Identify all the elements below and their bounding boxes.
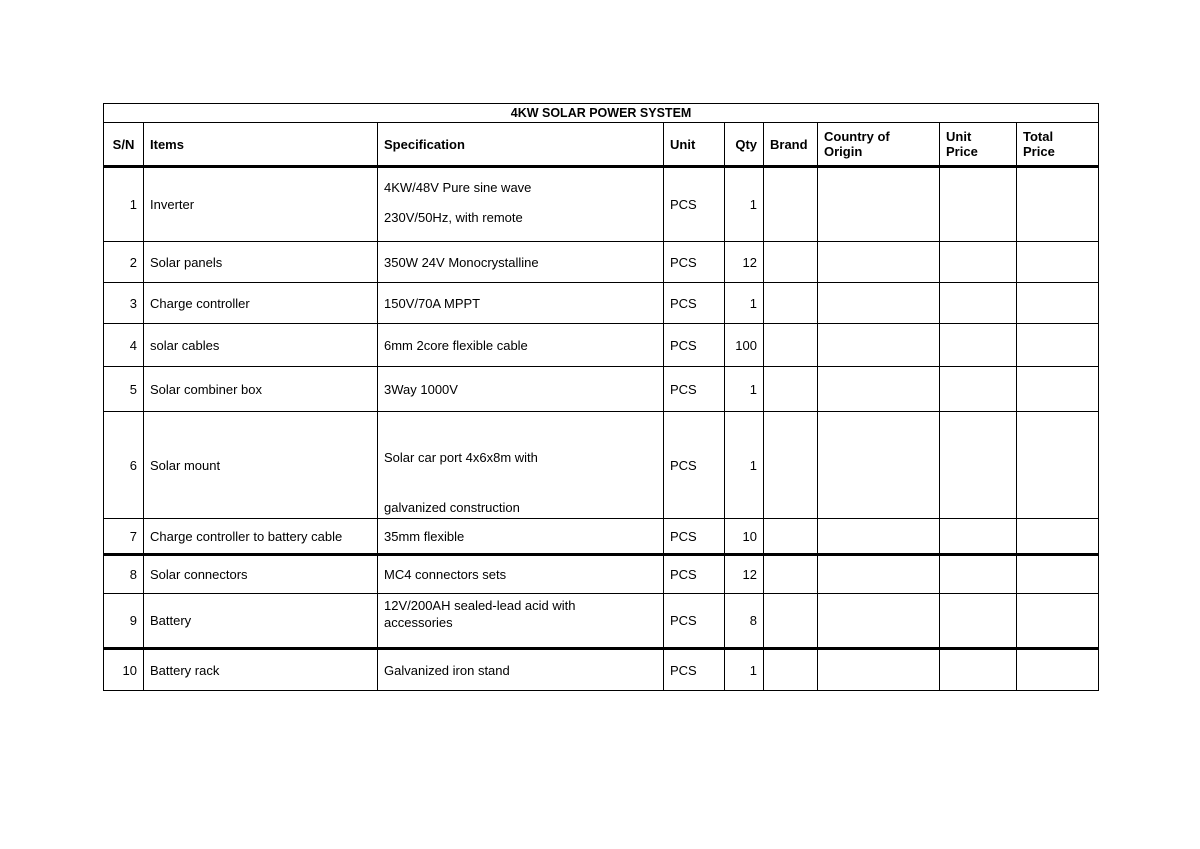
header-unit: Unit <box>664 123 725 167</box>
cell-sn: 6 <box>104 412 144 519</box>
cell-brand <box>764 242 818 283</box>
cell-unit-price <box>940 367 1017 412</box>
cell-unit: PCS <box>664 242 725 283</box>
cell-brand <box>764 283 818 324</box>
cell-qty: 12 <box>725 555 764 594</box>
cell-sn: 1 <box>104 167 144 242</box>
spec-line: 12V/200AH sealed-lead acid with <box>384 598 576 613</box>
cell-sn: 10 <box>104 649 144 691</box>
cell-total-price <box>1017 555 1099 594</box>
cell-item: Charge controller to battery cable <box>144 519 378 555</box>
header-qty: Qty <box>725 123 764 167</box>
header-unit-price <box>940 123 1017 167</box>
cell-unit-price <box>940 594 1017 649</box>
header-row <box>104 123 1099 167</box>
table-row <box>104 242 1099 283</box>
cell-unit-price <box>940 324 1017 367</box>
cell-item: Solar mount <box>144 412 378 519</box>
cell-unit: PCS <box>664 412 725 519</box>
spec-line: 230V/50Hz, with remote <box>384 210 523 226</box>
cell-item: solar cables <box>144 324 378 367</box>
cell-specification <box>378 594 664 649</box>
cell-specification: MC4 connectors sets <box>378 555 664 594</box>
cell-item: Solar connectors <box>144 555 378 594</box>
cell-qty: 100 <box>725 324 764 367</box>
table-title: 4KW SOLAR POWER SYSTEM <box>104 104 1099 123</box>
cell-unit-price <box>940 555 1017 594</box>
cell-country <box>818 283 940 324</box>
cell-specification <box>378 167 664 242</box>
table-row <box>104 594 1099 649</box>
cell-country <box>818 367 940 412</box>
cell-specification: 3Way 1000V <box>378 367 664 412</box>
cell-country <box>818 324 940 367</box>
cell-brand <box>764 167 818 242</box>
spec-line: accessories <box>384 614 453 630</box>
cell-sn: 7 <box>104 519 144 555</box>
header-country-of-origin <box>818 123 940 167</box>
table-row <box>104 283 1099 324</box>
header-unit-price-line1: Unit <box>946 129 972 144</box>
cell-qty: 1 <box>725 367 764 412</box>
spec-line: 4KW/48V Pure sine wave <box>384 180 532 195</box>
cell-item: Solar panels <box>144 242 378 283</box>
header-country-line1: Country of <box>824 129 890 144</box>
cell-item: Charge controller <box>144 283 378 324</box>
cell-country <box>818 412 940 519</box>
table-row <box>104 412 1099 519</box>
cell-qty: 1 <box>725 649 764 691</box>
cell-unit-price <box>940 519 1017 555</box>
header-total-price-line1: Total <box>1023 129 1054 144</box>
cell-country <box>818 649 940 691</box>
cell-total-price <box>1017 412 1099 519</box>
cell-specification: 6mm 2core flexible cable <box>378 324 664 367</box>
cell-brand <box>764 519 818 555</box>
cell-brand <box>764 367 818 412</box>
document-sheet <box>103 103 1098 691</box>
cell-item: Battery <box>144 594 378 649</box>
header-brand: Brand <box>764 123 818 167</box>
table-row <box>104 367 1099 412</box>
header-country-line2: Origin <box>824 144 863 159</box>
cell-sn: 5 <box>104 367 144 412</box>
cell-specification: 35mm flexible <box>378 519 664 555</box>
cell-unit: PCS <box>664 555 725 594</box>
table-row <box>104 324 1099 367</box>
header-specification: Specification <box>378 123 664 167</box>
quotation-table <box>103 103 1099 691</box>
cell-country <box>818 594 940 649</box>
table-row <box>104 167 1099 242</box>
header-items: Items <box>144 123 378 167</box>
cell-item: Battery rack <box>144 649 378 691</box>
cell-item: Inverter <box>144 167 378 242</box>
header-unit-price-line2: Price <box>946 144 978 159</box>
cell-unit: PCS <box>664 519 725 555</box>
cell-unit-price <box>940 412 1017 519</box>
cell-sn: 8 <box>104 555 144 594</box>
cell-unit: PCS <box>664 167 725 242</box>
header-total-price <box>1017 123 1099 167</box>
table-row <box>104 519 1099 555</box>
cell-country <box>818 167 940 242</box>
cell-brand <box>764 555 818 594</box>
spec-line: Solar car port 4x6x8m with <box>384 449 538 465</box>
cell-unit-price <box>940 649 1017 691</box>
cell-country <box>818 519 940 555</box>
cell-unit: PCS <box>664 367 725 412</box>
cell-specification: 350W 24V Monocrystalline <box>378 242 664 283</box>
table-row <box>104 649 1099 691</box>
cell-brand <box>764 649 818 691</box>
cell-total-price <box>1017 283 1099 324</box>
header-total-price-line2: Price <box>1023 144 1055 159</box>
cell-country <box>818 242 940 283</box>
cell-sn: 9 <box>104 594 144 649</box>
table-row <box>104 555 1099 594</box>
cell-total-price <box>1017 324 1099 367</box>
cell-sn: 4 <box>104 324 144 367</box>
cell-total-price <box>1017 167 1099 242</box>
header-sn: S/N <box>104 123 144 167</box>
cell-unit: PCS <box>664 649 725 691</box>
cell-total-price <box>1017 367 1099 412</box>
cell-qty: 8 <box>725 594 764 649</box>
cell-sn: 3 <box>104 283 144 324</box>
cell-qty: 1 <box>725 167 764 242</box>
cell-brand <box>764 412 818 519</box>
cell-item: Solar combiner box <box>144 367 378 412</box>
cell-qty: 10 <box>725 519 764 555</box>
cell-country <box>818 555 940 594</box>
cell-unit: PCS <box>664 283 725 324</box>
spec-line: galvanized construction <box>384 499 520 515</box>
cell-sn: 2 <box>104 242 144 283</box>
cell-qty: 12 <box>725 242 764 283</box>
cell-qty: 1 <box>725 412 764 519</box>
cell-total-price <box>1017 594 1099 649</box>
cell-total-price <box>1017 649 1099 691</box>
cell-specification <box>378 412 664 519</box>
cell-unit: PCS <box>664 594 725 649</box>
cell-brand <box>764 594 818 649</box>
cell-unit-price <box>940 242 1017 283</box>
cell-total-price <box>1017 242 1099 283</box>
cell-unit: PCS <box>664 324 725 367</box>
cell-specification: 150V/70A MPPT <box>378 283 664 324</box>
cell-unit-price <box>940 283 1017 324</box>
cell-total-price <box>1017 519 1099 555</box>
cell-specification: Galvanized iron stand <box>378 649 664 691</box>
cell-unit-price <box>940 167 1017 242</box>
cell-brand <box>764 324 818 367</box>
cell-qty: 1 <box>725 283 764 324</box>
